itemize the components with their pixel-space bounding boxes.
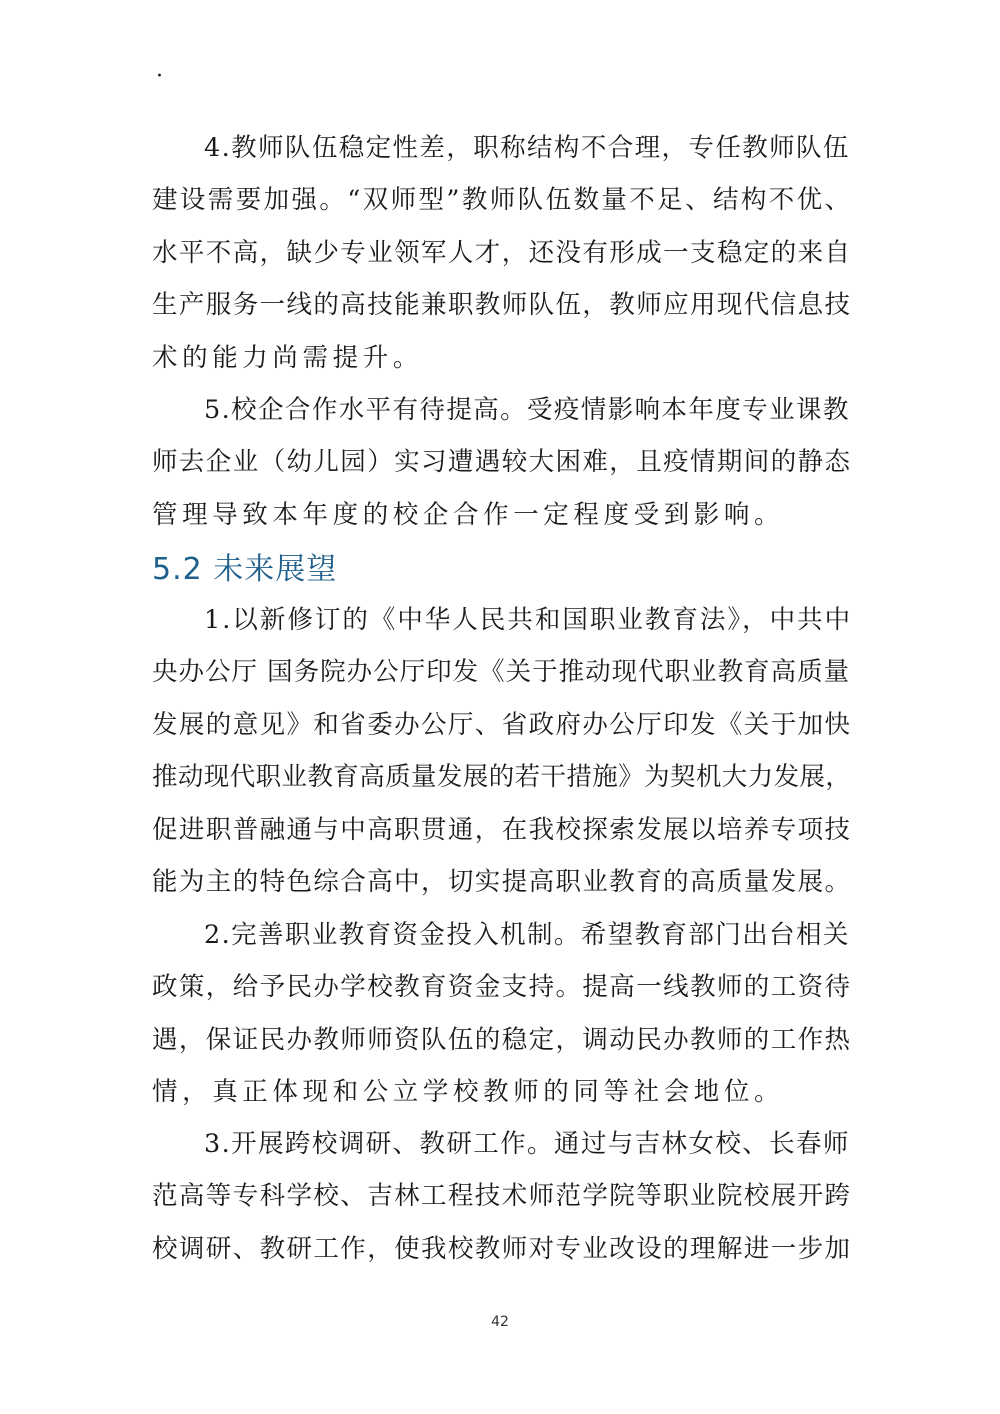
text-line: 遇，保证民办教师师资队伍的稳定，调动民办教师的工作热 xyxy=(152,1024,852,1055)
paragraph-item-4 xyxy=(152,122,852,384)
text-line: 建设需要加强。“双师型”教师队伍数量不足、结构不优、 xyxy=(152,185,853,216)
paragraph-item-1 xyxy=(152,594,852,908)
text-line: 政策，给予民办学校教育资金支持。提高一线教师的工资待 xyxy=(152,972,852,1003)
text-line: 5.校企合作水平有待提高。受疫情影响本年度专业课教 xyxy=(204,395,850,425)
text-line: 3.开展跨校调研、教研工作。通过与吉林女校、长春师 xyxy=(204,1129,850,1159)
text-line: 生产服务一线的高技能兼职教师队伍，教师应用现代信息技 xyxy=(152,290,852,321)
text-line: 校调研、教研工作，使我校教师对专业改设的理解进一步加 xyxy=(152,1233,852,1264)
page-dot-mark: · xyxy=(156,64,163,89)
text-line: 师去企业（幼儿园）实习遭遇较大困难，且疫情期间的静态 xyxy=(152,447,852,478)
text-line: 水平不高，缺少专业领军人才，还没有形成一支稳定的来自 xyxy=(152,237,852,268)
text-line: 情，真正体现和公立学校教师的同等社会地位。 xyxy=(152,1077,785,1108)
text-line: 推动现代职业教育高质量发展的若干措施》为契机大力发展， xyxy=(152,762,852,793)
paragraph-item-5 xyxy=(152,384,852,541)
text-line: 术的能力尚需提升。 xyxy=(152,342,423,373)
page-number: 42 xyxy=(491,1314,509,1330)
text-line: 促进职普融通与中高职贯通，在我校探索发展以培养专项技 xyxy=(152,814,852,845)
paragraph-item-2 xyxy=(152,909,852,1119)
text-line: 范高等专科学校、吉林工程技术师范学院等职业院校展开跨 xyxy=(152,1181,852,1212)
section-heading-5-2: 5.2 未来展望 xyxy=(152,552,338,587)
text-line: 2.完善职业教育资金投入机制。希望教育部门出台相关 xyxy=(204,920,850,950)
text-line: 4.教师队伍稳定性差，职称结构不合理，专任教师队伍 xyxy=(204,133,850,163)
text-line: 1.以新修订的《中华人民共和国职业教育法》，中共中 xyxy=(204,605,853,635)
text-line: 能为主的特色综合高中，切实提高职业教育的高质量发展。 xyxy=(152,866,852,897)
text-line: 发展的意见》和省委办公厅、省政府办公厅印发《关于加快 xyxy=(152,709,852,740)
text-line: 管理导致本年度的校企合作一定程度受到影响。 xyxy=(152,499,785,530)
text-line: 央办公厅 国务院办公厅印发《关于推动现代职业教育高质量 xyxy=(152,657,851,688)
paragraph-item-3 xyxy=(152,1118,852,1275)
